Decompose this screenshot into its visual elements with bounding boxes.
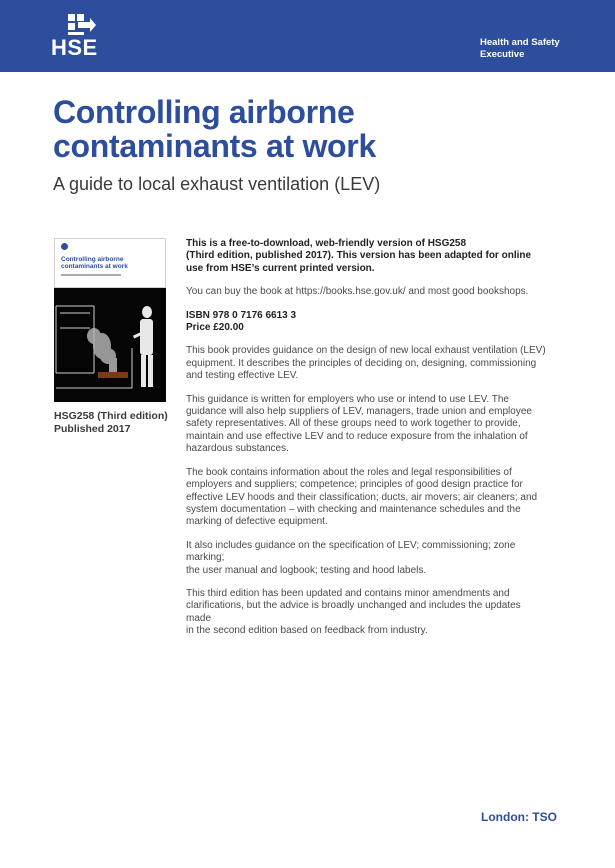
page-subtitle: A guide to local exhaust ventilation (LEV)	[53, 174, 381, 194]
caption-line: Published 2017	[54, 423, 131, 435]
paragraph-3	[186, 467, 546, 529]
paragraph-4	[186, 540, 546, 577]
isbn: ISBN 978 0 7176 6613 3	[186, 309, 297, 321]
org-line: Executive	[480, 49, 525, 60]
org-line: Health and Safety	[480, 37, 560, 48]
para-line: clarifications, but the advice is broadly unchanged and includes the updates made	[186, 600, 521, 624]
para-line: This third edition has been updated and contains minor amendments and	[186, 587, 510, 599]
isbn-price	[186, 310, 546, 335]
lead-line: This is a free-to-download, web-friendly version of HSG258	[186, 238, 467, 249]
para-line: safety representatives. All of these groups need to work together to provide,	[186, 418, 521, 430]
cover-subtitle-line	[61, 274, 121, 276]
para-line: the user manual and logbook; testing and hood labels.	[186, 564, 427, 576]
buy-paragraph: You can buy the book at https://books.hse.gov.uk/ and most good bookshops.	[186, 286, 529, 298]
cover-header	[54, 238, 166, 288]
main-content	[186, 238, 546, 649]
book-cover-image	[54, 238, 166, 402]
para-line: It also includes guidance on the specification of LEV; commissioning; zone marking;	[186, 539, 516, 564]
caption-line: HSG258 (Third edition)	[54, 410, 168, 422]
para-line: This guidance is written for employers who use or intend to use LEV. The	[186, 393, 509, 405]
lead-paragraph	[186, 238, 546, 275]
cover-caption	[54, 410, 168, 436]
para-line: equipment. It describes the principles of deciding on, designing, commissioning	[186, 357, 537, 369]
para-line: hazardous substances.	[186, 443, 289, 455]
paragraph-2	[186, 394, 546, 456]
logo-text: HSE	[51, 35, 98, 60]
cover-title	[61, 256, 128, 270]
price: Price £20.00	[186, 322, 244, 334]
para-line: and testing effective LEV.	[186, 370, 299, 382]
para-line: marking of defective equipment.	[186, 516, 328, 528]
page-title	[53, 95, 573, 163]
title-line: Controlling airborne	[53, 94, 355, 130]
paragraph-5	[186, 588, 546, 638]
para-line: guidance will also help suppliers of LEV, managers, trade union and employee	[186, 406, 532, 418]
para-line: maintain and use effective LEV and to reduce exposure from the inhalation of	[186, 430, 528, 442]
cover-title-line: contaminants at work	[61, 263, 128, 270]
lead-line: use from HSE’s current printed version.	[186, 262, 375, 274]
para-line: This book provides guidance on the design of new local exhaust ventilation (LEV)	[186, 345, 546, 357]
organisation-name	[480, 37, 560, 61]
cover-title-line: Controlling airborne	[61, 256, 124, 263]
para-line: system documentation – with checking and maintenance schedules and the	[186, 503, 521, 515]
title-line: contaminants at work	[53, 128, 376, 164]
para-line: The book contains information about the roles and legal responsibilities of	[186, 466, 512, 478]
para-line: effective LEV hoods and their classification; ducts, air movers; air cleaners; and	[186, 491, 538, 503]
cover-logo-icon	[61, 243, 68, 250]
para-line: in the second edition based on feedback from industry.	[186, 625, 428, 637]
publisher-footer: London: TSO	[481, 810, 557, 824]
lead-line: (Third edition, published 2017). This version has been adapted for online	[186, 250, 532, 262]
header-banner	[0, 0, 615, 72]
paragraph-1	[186, 345, 546, 382]
cover-illustration	[54, 288, 166, 402]
para-line: employers and suppliers; competence; principles of good design practice for	[186, 479, 523, 491]
